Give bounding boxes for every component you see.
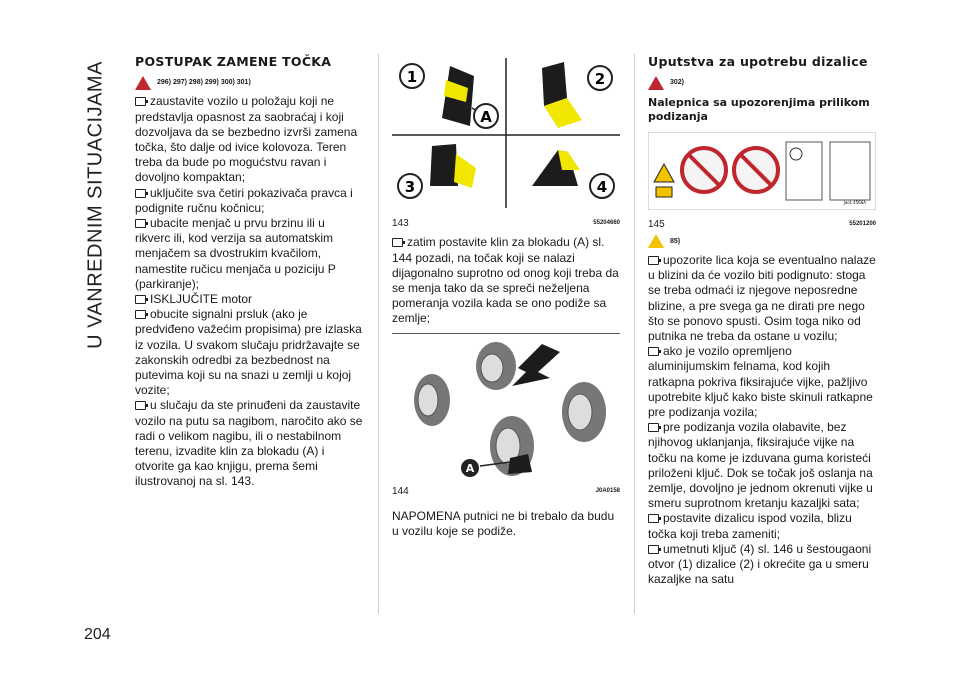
list-item: ako je vozilo opremljeno aluminijumskim felnama, kod kojih ratkapna pokriva fiksirajuće vijke, pažljivo upotrebite ključ kako biste skinuli ratkapne pre podizanja vozila; — [648, 344, 873, 420]
arrow-icon — [512, 344, 560, 386]
tire-front-right — [476, 342, 516, 390]
bullet-icon — [135, 219, 146, 228]
callout-circle-2 — [588, 66, 612, 90]
svg-text:A: A — [480, 108, 492, 126]
page-number: 204 — [84, 626, 111, 643]
figure-code: J0A0158 — [595, 487, 620, 494]
figure-143 — [392, 58, 620, 231]
bullet-icon — [135, 310, 146, 319]
tire-rear-right — [562, 382, 606, 442]
warning-ref-numbers: 296) 297) 298) 299) 300) 301) — [157, 79, 251, 87]
list-item: u slučaju da ste prinuđeni da zaustavite vozilo na putu sa nagibom, naročito ako se radi o velikom nagibu, ili o nestabilnom terenu, izvadite klin za blokadu (A) i otvorite ga kao knjigu, prema šemi ilustrovanoj na sl. 143. — [135, 398, 363, 489]
svg-text:2: 2 — [594, 70, 606, 88]
bullet-icon — [648, 514, 659, 523]
figure-144 — [392, 338, 620, 499]
figure-divider — [392, 333, 620, 334]
warning-ref-numbers: 85) — [670, 237, 681, 245]
list-item: uključite sva četiri pokazivača pravca i podignite ručnu kočnicu; — [135, 185, 353, 215]
list-item: ISKLJUČITE motor — [135, 292, 363, 307]
warning-refs — [648, 75, 876, 90]
subsection-heading: Nalepnica sa upozorenjima prilikom podizanja — [648, 96, 870, 124]
chock-open-image — [532, 150, 580, 186]
callout-circle-1 — [400, 64, 424, 88]
list-item: zatim postavite klin za blokadu (A) sl. 144 pozadi, na točak koji se nalazi dijagonalno suprotno od onog koji treba da se menja tako da se spreči neželjena pomeranja vozila kada se ono podiže sa zemlje; — [392, 235, 619, 326]
section-heading: POSTUPAK ZAMENE TOČKA — [135, 54, 332, 69]
list-item: upozorite lica koja se eventualno nalaze u blizini da će vozilo biti podignuto: stoga se treba odmaći iz njegove neposredne blizine, a pre svega ga ne dirati pre nego što se ponovo spusti. Osim toga niko od putnika ne treba da ostane u vozilu; — [648, 253, 876, 344]
figure-code: 55201200 — [849, 220, 876, 227]
figure-number: 144 — [392, 485, 409, 497]
jack-warning-label — [648, 132, 876, 210]
manual-icon — [656, 187, 672, 197]
svg-text:3: 3 — [404, 178, 416, 196]
svg-text:1: 1 — [406, 68, 418, 86]
list-item: pre podizanja vozila olabavite, bez njihovog uklanjanja, fiksirajuće vijke na točku na kome je izduvana guma koristeći priloženi ključ. Dok se točak još oslanja na zemlje, dovoljno je jednom okrenuti vijke u smeru suprotnom kretanju kazaljki sata; — [648, 420, 873, 511]
bullet-icon — [392, 238, 403, 247]
bullet-icon — [648, 256, 659, 265]
svg-text:Jack 4566A: Jack 4566A — [843, 200, 866, 206]
list-item: ubacite menjač u prvu brzinu ili u rikverc ili, kod verzija sa automatskim menjačem sa dvostrukim kvačilom, namestite ručicu menjača u poziciju P (parkiranje); — [135, 216, 336, 291]
caution-triangle-icon — [648, 234, 664, 248]
figure-code: 55204660 — [593, 220, 620, 227]
figure-number: 145 — [648, 218, 665, 230]
column-divider — [378, 54, 379, 614]
column-middle — [392, 58, 620, 539]
bullet-icon — [135, 295, 146, 304]
jack-point-icon — [830, 142, 870, 200]
warning-refs — [648, 234, 876, 249]
bullet-icon — [135, 401, 146, 410]
svg-text:4: 4 — [596, 178, 608, 196]
chock-opening-image — [542, 62, 582, 128]
svg-text:A: A — [465, 461, 475, 475]
bullet-icon — [135, 97, 146, 106]
figure-145 — [648, 132, 876, 231]
wheel-chock-illustration — [392, 58, 620, 210]
list-item: umetnuti ključ (4) sl. 146 u šestougaoni otvor (1) dizalice (2) i okrećite ga u smeru kazaljke na satu — [648, 541, 872, 587]
list-item: obucite signalni prsluk (ako je predviđeno važećim propisima) pre izlaska iz vozila. U svakom slučaju pridržavajte se zakonskih odredbi za bezbednost na putevima koji su na snazi u zemlji u kojoj vozite; — [135, 307, 362, 398]
note-paragraph: NAPOMENA putnici ne bi trebalo da budu u vozilu koje se podiže. — [392, 509, 615, 539]
bullet-icon — [135, 189, 146, 198]
tire-front-left — [414, 374, 450, 426]
bullet-icon — [648, 347, 659, 356]
warning-triangle-icon — [648, 76, 664, 90]
chock-half-open-image — [430, 144, 476, 188]
figure-number: 143 — [392, 218, 409, 230]
bullet-icon — [648, 545, 659, 554]
side-chapter-title: U VANREDNIM SITUACIJAMA — [84, 61, 107, 349]
warning-refs — [135, 75, 363, 90]
callout-circle-4 — [590, 174, 614, 198]
warning-triangle-icon — [135, 76, 151, 90]
column-divider — [634, 54, 635, 614]
list-item: postavite dizalicu ispod vozila, blizu točka koji treba zameniti; — [648, 511, 852, 541]
column-right — [648, 54, 876, 587]
callout-circle-3 — [398, 174, 422, 198]
bullet-icon — [648, 423, 659, 432]
column-left — [135, 54, 363, 490]
list-item: zaustavite vozilo u položaju koji ne predstavlja opasnost za saobraćaj i koji dozvoljava da se bezbedno izvrši zamena točka, što dalje od ivice kolovoza. Teren treba da bude po mogućstvu ravan i dovoljno kompaktan; — [135, 94, 358, 185]
callout-circle-a — [472, 104, 498, 128]
section-heading: Uputstva za upotrebu dizalice — [648, 54, 868, 69]
chock-placement-illustration — [392, 338, 620, 478]
chock-folded-image — [442, 66, 474, 126]
warning-ref-numbers: 302) — [670, 79, 685, 87]
